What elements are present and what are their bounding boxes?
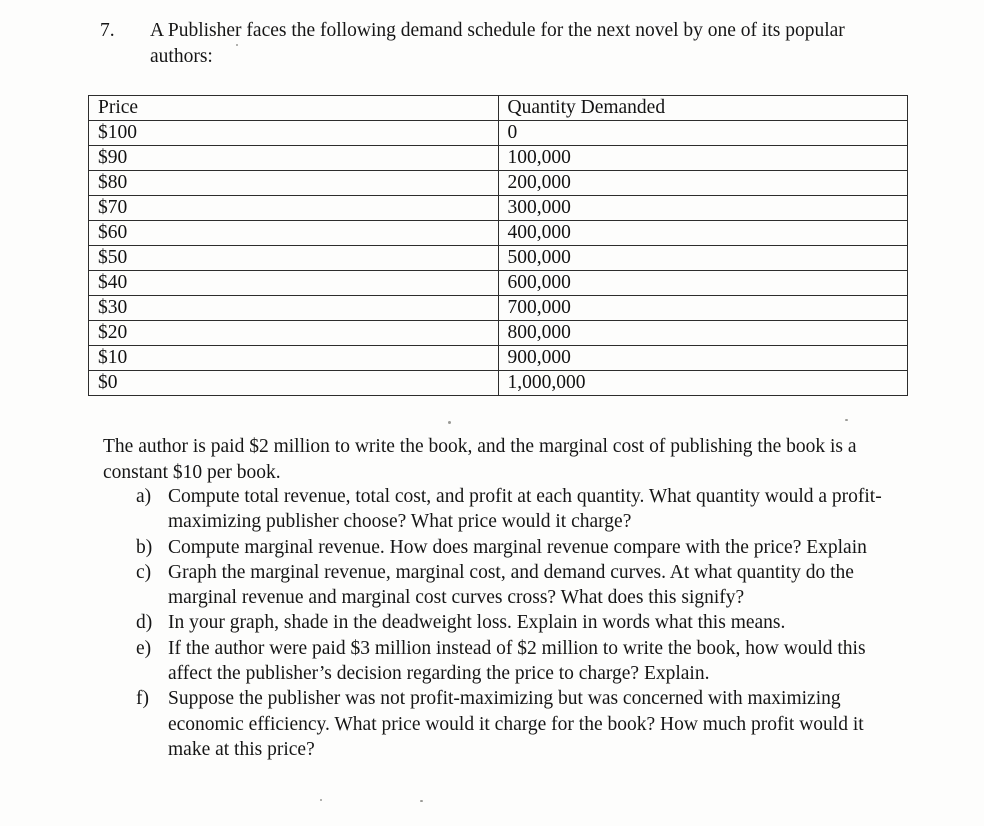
scan-speck [236,44,238,46]
quantity-cell: 0 [498,121,908,146]
subquestion-label: b) [136,536,153,558]
subquestion-label: a) [136,486,152,507]
table-row [89,196,908,221]
quantity-cell: 200,000 [498,171,908,196]
table-row [89,171,908,196]
quantity-cell: 400,000 [498,221,908,246]
price-cell: $40 [89,271,499,296]
table-row [89,246,908,271]
subquestion-label: f) [136,688,149,710]
cost-paragraph: The author is paid $2 million to write the book, and the marginal cost of publishing the book is a constant $10 per book. [103,436,857,483]
table-header-row [89,96,908,121]
table-row [89,271,908,296]
quantity-cell: 800,000 [498,321,908,346]
demand-schedule-table [88,95,908,396]
table-row [89,221,908,246]
subquestion-c [136,560,908,611]
question-number: 7. [100,20,115,41]
price-cell: $0 [89,371,499,396]
subquestion-text: Compute total revenue, total cost, and profit at each quantity. What quantity would a profit-maximizing publisher choose? What price would it charge? [168,486,882,533]
quantity-cell: 900,000 [498,346,908,371]
table-row [89,296,908,321]
subquestion-e [136,636,908,687]
subquestion-d [136,610,908,635]
quantity-cell: 700,000 [498,296,908,321]
price-cell: $50 [89,246,499,271]
scan-speck [320,799,322,801]
subquestion-text: Compute marginal revenue. How does marginal revenue compare with the price? Explain [168,536,867,558]
subquestion-list [136,484,908,762]
table-row [89,146,908,171]
price-cell: $80 [89,171,499,196]
quantity-column-header: Quantity Demanded [498,96,908,121]
price-cell: $90 [89,146,499,171]
subquestion-b [136,535,908,560]
quantity-cell: 1,000,000 [498,371,908,396]
subquestion-label: e) [136,637,152,659]
subquestion-text: If the author were paid $3 million instead of $2 million to write the book, how would this affect the publisher’s decision regarding the price to charge? Explain. [168,637,866,685]
table-row [89,346,908,371]
price-cell: $20 [89,321,499,346]
scan-speck [448,421,451,424]
subquestion-a [136,484,908,535]
price-cell: $100 [89,121,499,146]
subquestion-label: c) [136,561,152,583]
scan-speck [420,800,423,802]
scan-speck [845,419,848,421]
table-row [89,371,908,396]
price-cell: $60 [89,221,499,246]
question-text: A Publisher faces the following demand schedule for the next novel by one of its popular authors: [150,20,845,67]
subquestion-f [136,686,908,762]
table-row [89,321,908,346]
quantity-cell: 300,000 [498,196,908,221]
quantity-cell: 600,000 [498,271,908,296]
question-block [100,18,890,69]
subquestion-label: d) [136,612,153,634]
price-cell: $30 [89,296,499,321]
price-cell: $70 [89,196,499,221]
quantity-cell: 500,000 [498,246,908,271]
quantity-cell: 100,000 [498,146,908,171]
subquestion-text: In your graph, shade in the deadweight loss. Explain in words what this means. [168,612,786,634]
subquestion-text: Graph the marginal revenue, marginal cost, and demand curves. At what quantity do the marginal revenue and marginal cost curves cross? What does this signify? [168,561,854,609]
price-column-header: Price [89,96,499,121]
subquestion-text: Suppose the publisher was not profit-maximizing but was concerned with maximizing economic efficiency. What price would it charge for the book? How much profit would it make at this price? [168,688,864,760]
table-row [89,121,908,146]
price-cell: $10 [89,346,499,371]
